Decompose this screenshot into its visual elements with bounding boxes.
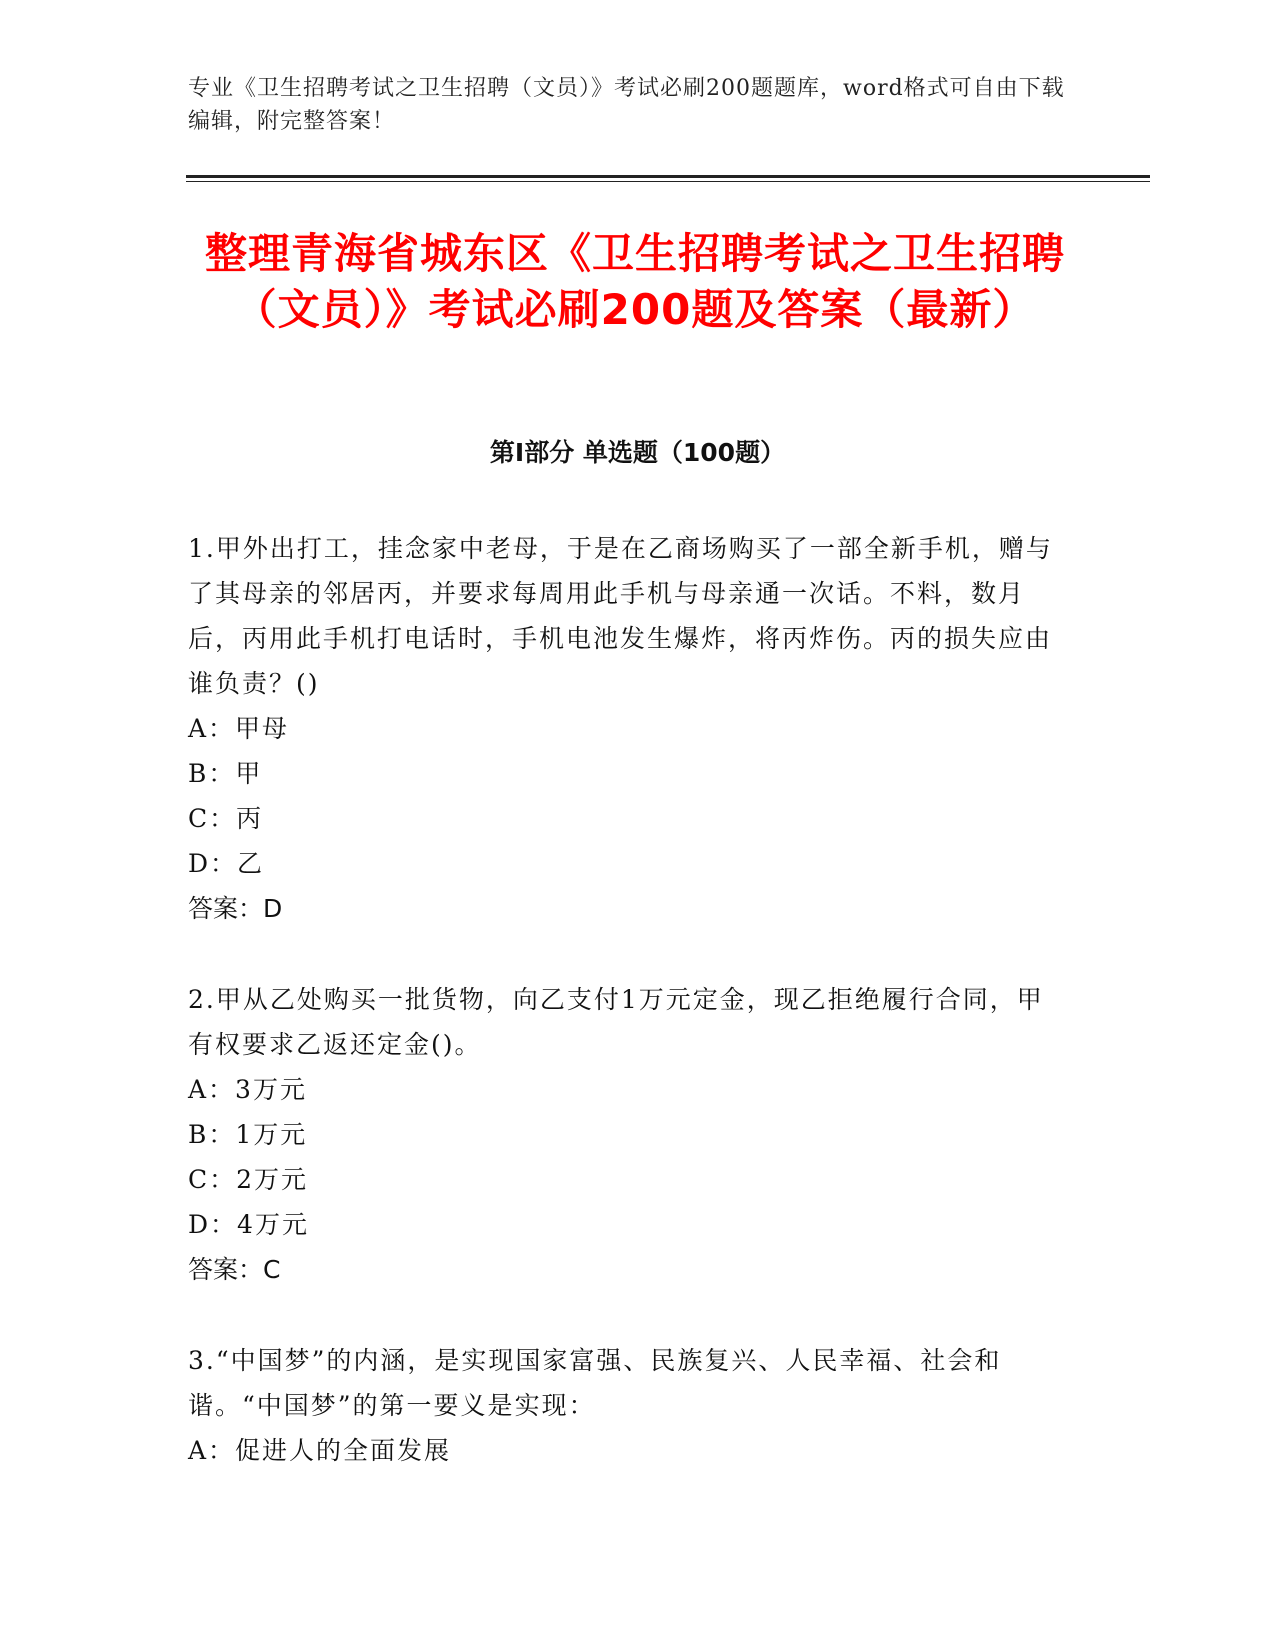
document-title: 整理青海省城东区《卫生招聘考试之卫生招聘（文员）》考试必刷200题及答案（最新） [204, 229, 1065, 334]
option-a: A：促进人的全面发展 [188, 1436, 452, 1465]
option-b: B：1万元 [188, 1120, 308, 1149]
answer: 答案：D [188, 894, 283, 923]
option-a: A：甲母 [188, 714, 290, 743]
section-heading: 第I部分 单选题（100题） [489, 438, 786, 467]
answer: 答案：C [188, 1255, 281, 1284]
question-list [188, 526, 1068, 1519]
option-c: C：2万元 [188, 1165, 309, 1194]
question-text: 1.甲外出打工，挂念家中老母，于是在乙商场购买了一部全新手机，赠与了其母亲的邻居丙，并要求每周用此手机与母亲通一次话。不料，数月后，丙用此手机打电话时，手机电池发生爆炸，将丙炸伤。丙的损失应由谁负责？() [188, 534, 1053, 698]
option-d: D：乙 [188, 849, 265, 878]
question-text: 3.“中国梦”的内涵，是实现国家富强、民族复兴、人民幸福、社会和谐。“中国梦”的第一要义是实现： [188, 1346, 1002, 1420]
question-text: 2.甲从乙处购买一批货物，向乙支付1万元定金，现乙拒绝履行合同，甲有权要求乙返还定金()。 [188, 985, 1044, 1059]
question-1 [188, 526, 1068, 931]
option-c: C：丙 [188, 804, 264, 833]
header-note: 专业《卫生招聘考试之卫生招聘（文员）》考试必刷200题题库，word格式可自由下载编辑，附完整答案！ [188, 76, 1065, 134]
question-2 [188, 977, 1068, 1292]
option-b: B：甲 [188, 759, 263, 788]
option-a: A：3万元 [188, 1075, 307, 1104]
option-d: D：4万元 [188, 1210, 309, 1239]
question-3 [188, 1338, 1068, 1473]
header-divider-thin [186, 181, 1150, 182]
header-divider-thick [186, 175, 1150, 178]
